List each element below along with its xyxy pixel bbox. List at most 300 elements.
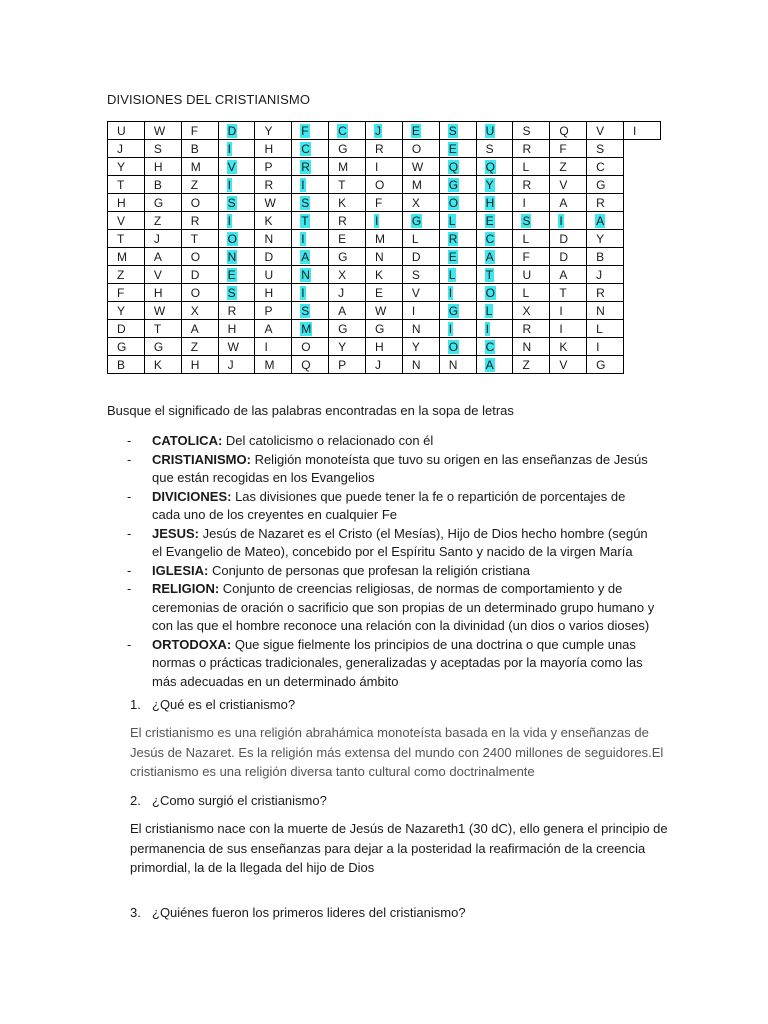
definition-item: - JESUS: Jesús de Nazaret es el Cristo (el Mesías), Hijo de Dios hecho hombre (según el Evangelio de Mateo), concebido por el Espíritu Santo y nacido de la virgen María xyxy=(127,525,648,559)
grid-letter: L xyxy=(522,159,530,174)
grid-cell xyxy=(329,176,366,194)
grid-letter: N xyxy=(301,267,310,282)
grid-letter: S xyxy=(301,195,310,210)
grid-letter: V xyxy=(559,357,568,372)
grid-cell xyxy=(587,266,624,284)
grid-letter: V xyxy=(411,285,420,300)
grid-letter: Q xyxy=(301,357,311,372)
grid-cell xyxy=(439,230,476,248)
grid-cell xyxy=(108,338,145,356)
question-number: 3. xyxy=(130,905,141,920)
grid-cell xyxy=(550,284,587,302)
grid-letter: L xyxy=(522,285,530,300)
grid-cell xyxy=(587,320,624,338)
grid-letter: G xyxy=(448,303,459,318)
grid-letter: I xyxy=(596,339,600,354)
grid-letter: T xyxy=(485,267,493,282)
grid-letter: L xyxy=(448,267,456,282)
grid-cell xyxy=(550,158,587,176)
grid-letter: G xyxy=(596,177,606,192)
grid-cell xyxy=(402,266,439,284)
grid-letter: I xyxy=(375,159,379,174)
grid-cell xyxy=(144,284,181,302)
grid-cell xyxy=(550,266,587,284)
grid-letter: Y xyxy=(264,123,273,138)
grid-letter: U xyxy=(117,123,126,138)
grid-letter: T xyxy=(153,321,162,336)
grid-cell xyxy=(108,266,145,284)
grid-letter: J xyxy=(153,231,160,246)
grid-cell xyxy=(587,122,624,140)
grid-letter: A xyxy=(559,195,568,210)
grid-letter: E xyxy=(448,141,457,156)
grid-cell xyxy=(439,320,476,338)
grid-cell xyxy=(550,302,587,320)
grid-letter: M xyxy=(264,357,275,372)
grid-cell xyxy=(439,266,476,284)
grid-cell xyxy=(255,338,292,356)
grid-cell xyxy=(144,338,181,356)
grid-cell xyxy=(366,338,403,356)
grid-cell xyxy=(513,158,550,176)
question-text: ¿Como surgió el cristianismo? xyxy=(152,793,327,808)
grid-letter: Z xyxy=(190,177,199,192)
grid-cell xyxy=(402,176,439,194)
grid-row xyxy=(108,248,661,266)
grid-letter: C xyxy=(485,231,495,246)
grid-cell xyxy=(329,158,366,176)
grid-cell xyxy=(402,248,439,266)
grid-letter: C xyxy=(485,339,495,354)
grid-letter: I xyxy=(227,213,231,228)
grid-letter: B xyxy=(596,249,605,264)
grid-cell xyxy=(144,122,181,140)
grid-cell xyxy=(255,266,292,284)
grid-letter: N xyxy=(411,357,421,372)
grid-cell xyxy=(513,248,550,266)
grid-cell xyxy=(439,338,476,356)
definition-text: Jesús de Nazaret es el Cristo (el Mesías), Hijo de Dios hecho hombre (según el Evangelio de Mateo), concebido por el Espíritu Santo y nacido de la virgen María xyxy=(152,525,648,559)
definition-item: - CRISTIANISMO: Religión monoteísta que tuvo su origen en las enseñanzas de Jesús que están recogidas en los Evangelios xyxy=(127,451,648,485)
grid-cell xyxy=(218,122,255,140)
grid-letter: K xyxy=(153,357,162,372)
grid-letter: D xyxy=(190,267,200,282)
grid-letter: G xyxy=(338,141,348,156)
grid-letter: D xyxy=(264,249,274,264)
grid-cell xyxy=(329,122,366,140)
grid-letter: O xyxy=(448,339,459,354)
grid-letter: T xyxy=(559,285,567,300)
grid-cell xyxy=(366,140,403,158)
grid-cell xyxy=(550,122,587,140)
grid-cell xyxy=(218,266,255,284)
grid-letter: J xyxy=(338,285,345,300)
grid-cell xyxy=(550,194,587,212)
grid-letter: V xyxy=(596,123,605,138)
grid-cell xyxy=(587,176,624,194)
grid-letter: W xyxy=(264,195,276,210)
grid-cell xyxy=(292,176,329,194)
grid-cell xyxy=(366,194,403,212)
grid-letter: R xyxy=(596,195,605,210)
grid-letter: I xyxy=(411,303,416,318)
grid-cell xyxy=(144,212,181,230)
grid-cell xyxy=(402,284,439,302)
grid-cell xyxy=(513,194,550,212)
grid-cell xyxy=(329,230,366,248)
grid-cell xyxy=(181,212,218,230)
grid-cell xyxy=(439,248,476,266)
grid-letter: O xyxy=(448,195,459,210)
grid-cell xyxy=(181,284,218,302)
grid-letter: U xyxy=(522,267,532,282)
grid-cell xyxy=(439,176,476,194)
grid-row xyxy=(108,212,661,230)
grid-cell xyxy=(292,302,329,320)
grid-cell xyxy=(439,140,476,158)
grid-letter: I xyxy=(522,195,526,210)
grid-letter: Y xyxy=(117,303,126,318)
grid-letter: S xyxy=(411,267,420,282)
grid-row xyxy=(108,266,661,284)
grid-cell xyxy=(366,248,403,266)
grid-cell xyxy=(366,356,403,374)
grid-cell xyxy=(292,194,329,212)
grid-cell xyxy=(108,122,145,140)
grid-cell xyxy=(181,158,218,176)
grid-cell xyxy=(292,230,329,248)
grid-cell xyxy=(439,212,476,230)
definition-term: CRISTIANISMO: xyxy=(152,451,251,467)
grid-letter: I xyxy=(633,123,637,138)
grid-cell xyxy=(329,266,366,284)
grid-cell xyxy=(108,248,145,266)
question-number: 2. xyxy=(130,793,141,808)
grid-row xyxy=(108,158,661,176)
grid-letter: L xyxy=(485,303,493,318)
grid-cell xyxy=(329,140,366,158)
grid-letter: L xyxy=(411,231,419,246)
grid-letter: K xyxy=(559,339,568,354)
grid-letter: H xyxy=(264,141,274,156)
grid-letter: Q xyxy=(485,159,495,174)
definition-item: - DIVICIONES: Las divisiones que puede tener la fe o repartición de porcentajes de cada uno de los creyentes en cualquier Fe xyxy=(127,488,626,522)
grid-letter: T xyxy=(117,231,125,246)
grid-cell xyxy=(402,302,439,320)
grid-row xyxy=(108,194,661,212)
grid-cell xyxy=(108,176,145,194)
grid-letter: T xyxy=(190,231,199,246)
definition-text: Las divisiones que puede tener la fe o repartición de porcentajes de cada uno de los creyentes en cualquier Fe xyxy=(152,488,626,522)
question-1 xyxy=(130,697,295,712)
grid-cell xyxy=(587,230,624,248)
grid-letter: Y xyxy=(596,231,605,246)
grid-letter: I xyxy=(448,321,453,336)
grid-cell xyxy=(292,356,329,374)
grid-cell xyxy=(144,302,181,320)
grid-letter: Y xyxy=(411,339,420,354)
grid-letter: G xyxy=(448,177,459,192)
grid-cell xyxy=(218,284,255,302)
definitions-list xyxy=(127,432,657,691)
grid-letter: H xyxy=(375,339,384,354)
grid-letter: H xyxy=(264,285,274,300)
grid-row xyxy=(108,356,661,374)
grid-letter: S xyxy=(301,303,310,318)
grid-cell xyxy=(181,122,218,140)
grid-cell xyxy=(181,266,218,284)
grid-letter: F xyxy=(301,123,309,138)
instruction-text: Busque el significado de las palabras encontradas en la sopa de letras xyxy=(107,403,514,418)
grid-row xyxy=(108,140,661,158)
grid-letter: P xyxy=(264,303,273,318)
grid-letter: R xyxy=(596,285,605,300)
definition-item: - ORTODOXA: Que sigue fielmente los principios de una doctrina o que cumple unas normas o prácticas tradicionales, generalizadas y aceptadas por la mayoría como las más adecuadas en un determinado ámbito xyxy=(127,636,643,689)
grid-cell xyxy=(587,356,624,374)
grid-cell xyxy=(587,338,624,356)
grid-cell xyxy=(513,356,550,374)
grid-letter: R xyxy=(264,177,274,192)
grid-cell xyxy=(513,302,550,320)
grid-cell xyxy=(255,356,292,374)
grid-cell xyxy=(144,356,181,374)
grid-letter: I xyxy=(448,285,453,300)
grid-letter: R xyxy=(448,231,458,246)
grid-cell xyxy=(587,302,624,320)
grid-letter: A xyxy=(301,249,310,264)
grid-cell xyxy=(181,230,218,248)
definition-item: - RELIGION: Conjunto de creencias religiosas, de normas de comportamiento y de ceremonias de oración o sacrificio que son propias de un determinado grupo humano y con las que el hombre reconoce una relación con la divinidad (un dios o varios dioses) xyxy=(127,581,655,633)
grid-letter: S xyxy=(227,285,236,300)
question-2 xyxy=(130,793,327,808)
grid-cell xyxy=(329,248,366,266)
grid-letter: X xyxy=(411,195,420,210)
question-number: 1. xyxy=(130,697,141,712)
grid-letter: I xyxy=(559,213,563,228)
grid-letter: M xyxy=(375,231,386,246)
grid-cell xyxy=(181,176,218,194)
grid-letter: R xyxy=(375,141,384,156)
grid-letter: S xyxy=(485,141,494,156)
grid-letter: A xyxy=(559,267,568,282)
grid-letter: O xyxy=(375,177,385,192)
grid-cell xyxy=(513,338,550,356)
grid-letter: S xyxy=(596,141,605,156)
grid-letter: N xyxy=(264,231,274,246)
grid-cell xyxy=(255,302,292,320)
grid-letter: G xyxy=(338,249,348,264)
grid-cell xyxy=(402,230,439,248)
grid-cell xyxy=(439,302,476,320)
grid-cell xyxy=(329,194,366,212)
grid-letter: A xyxy=(264,321,273,336)
grid-cell xyxy=(255,320,292,338)
grid-cell xyxy=(329,356,366,374)
grid-letter: H xyxy=(117,195,126,210)
grid-cell xyxy=(218,302,255,320)
question-text: ¿Qué es el cristianismo? xyxy=(152,697,296,712)
grid-letter: G xyxy=(411,213,422,228)
grid-letter: D xyxy=(227,123,237,138)
grid-letter: I xyxy=(301,285,305,300)
definition-term: JESUS: xyxy=(152,525,199,541)
grid-cell xyxy=(144,176,181,194)
grid-cell xyxy=(108,140,145,158)
grid-letter: O xyxy=(227,231,237,246)
grid-letter: C xyxy=(338,123,347,138)
grid-letter: P xyxy=(264,159,273,174)
grid-letter: F xyxy=(559,141,567,156)
grid-cell xyxy=(292,158,329,176)
grid-cell xyxy=(108,284,145,302)
grid-letter: O xyxy=(485,285,495,300)
grid-letter: J xyxy=(227,357,234,372)
grid-cell xyxy=(144,266,181,284)
grid-cell xyxy=(513,266,550,284)
grid-cell xyxy=(108,302,145,320)
grid-cell xyxy=(292,284,329,302)
grid-letter: M xyxy=(411,177,422,192)
grid-letter: O xyxy=(190,195,201,210)
grid-cell xyxy=(108,320,145,338)
grid-letter: P xyxy=(338,357,347,372)
grid-cell xyxy=(292,320,329,338)
grid-cell xyxy=(366,302,403,320)
grid-letter: S xyxy=(448,123,457,138)
grid-cell xyxy=(144,230,181,248)
grid-cell xyxy=(218,194,255,212)
grid-cell xyxy=(550,356,587,374)
grid-letter: W xyxy=(153,123,166,138)
grid-letter: O xyxy=(301,339,311,354)
grid-letter: V xyxy=(227,159,236,174)
grid-cell xyxy=(255,140,292,158)
grid-letter: B xyxy=(117,357,126,372)
grid-letter: I xyxy=(485,321,489,336)
grid-letter: R xyxy=(522,177,532,192)
grid-cell xyxy=(402,356,439,374)
grid-cell xyxy=(476,212,513,230)
grid-letter: W xyxy=(153,303,166,318)
grid-cell xyxy=(439,356,476,374)
grid-cell xyxy=(366,266,403,284)
grid-cell xyxy=(402,140,439,158)
grid-cell xyxy=(513,140,550,158)
grid-cell xyxy=(476,122,513,140)
grid-cell xyxy=(144,194,181,212)
grid-letter: S xyxy=(522,213,531,228)
grid-cell xyxy=(550,140,587,158)
grid-cell xyxy=(218,212,255,230)
grid-cell xyxy=(218,248,255,266)
grid-letter: A xyxy=(338,303,347,318)
grid-letter: A xyxy=(153,249,162,264)
grid-letter: H xyxy=(153,285,163,300)
grid-cell xyxy=(587,248,624,266)
grid-letter: W xyxy=(227,339,239,354)
grid-letter: W xyxy=(375,303,387,318)
grid-cell xyxy=(513,320,550,338)
grid-cell xyxy=(108,212,145,230)
grid-cell xyxy=(476,176,513,194)
grid-row xyxy=(108,302,661,320)
definition-term: DIVICIONES: xyxy=(152,488,232,504)
grid-cell xyxy=(476,266,513,284)
grid-letter: T xyxy=(301,213,309,228)
grid-letter: E xyxy=(375,285,384,300)
grid-letter: A xyxy=(485,357,494,372)
grid-letter: B xyxy=(190,141,199,156)
question-3 xyxy=(130,905,466,920)
grid-cell xyxy=(255,194,292,212)
grid-letter: F xyxy=(375,195,383,210)
grid-letter: S xyxy=(153,141,162,156)
page-title: DIVISIONES DEL CRISTIANISMO xyxy=(107,92,311,107)
grid-cell xyxy=(587,140,624,158)
grid-cell xyxy=(329,320,366,338)
grid-letter: F xyxy=(117,285,125,300)
grid-letter: E xyxy=(411,123,420,138)
grid-row xyxy=(108,230,661,248)
grid-letter: Y xyxy=(117,159,126,174)
grid-cell xyxy=(218,176,255,194)
grid-letter: K xyxy=(338,195,347,210)
grid-row xyxy=(108,320,661,338)
grid-letter: N xyxy=(227,249,237,264)
grid-letter: F xyxy=(190,123,199,138)
grid-cell xyxy=(476,284,513,302)
grid-cell xyxy=(439,284,476,302)
grid-cell xyxy=(292,266,329,284)
grid-cell xyxy=(550,248,587,266)
grid-cell xyxy=(439,158,476,176)
grid-letter: M xyxy=(301,321,312,336)
grid-letter: J xyxy=(117,141,123,156)
grid-letter: R xyxy=(522,321,532,336)
grid-letter: D xyxy=(559,231,568,246)
grid-cell xyxy=(402,212,439,230)
grid-cell xyxy=(255,284,292,302)
grid-letter: I xyxy=(301,231,305,246)
grid-letter: L xyxy=(448,213,456,228)
grid-cell xyxy=(587,284,624,302)
grid-letter: M xyxy=(190,159,201,174)
grid-cell xyxy=(476,338,513,356)
grid-letter: F xyxy=(522,249,530,264)
grid-cell xyxy=(292,212,329,230)
grid-letter: T xyxy=(338,177,346,192)
grid-cell xyxy=(292,248,329,266)
grid-cell xyxy=(513,284,550,302)
grid-cell xyxy=(366,158,403,176)
grid-cell xyxy=(255,122,292,140)
grid-cell xyxy=(255,212,292,230)
grid-cell xyxy=(255,176,292,194)
grid-letter: R xyxy=(301,159,310,174)
grid-letter: K xyxy=(264,213,273,228)
grid-letter: Z xyxy=(190,339,199,354)
grid-letter: I xyxy=(227,177,231,192)
grid-letter: N xyxy=(448,357,458,372)
grid-cell xyxy=(476,248,513,266)
grid-cell xyxy=(366,284,403,302)
grid-letter: J xyxy=(596,267,603,282)
grid-cell xyxy=(366,176,403,194)
grid-letter: C xyxy=(596,159,605,174)
grid-cell xyxy=(255,158,292,176)
grid-cell xyxy=(476,140,513,158)
grid-letter: A xyxy=(485,249,494,264)
